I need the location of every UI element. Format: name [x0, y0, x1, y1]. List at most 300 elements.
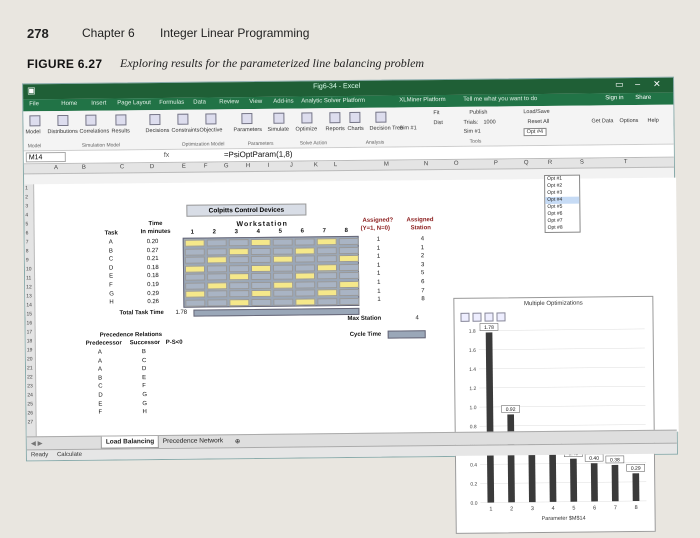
- assigned-flag: 1: [377, 271, 381, 278]
- bar: [570, 459, 577, 502]
- menu-home[interactable]: Home: [61, 100, 78, 108]
- workstation-number: 8: [344, 228, 348, 235]
- column-header[interactable]: B: [81, 164, 86, 171]
- ribbon-reset-all[interactable]: Reset All: [527, 118, 550, 126]
- assigned-station: 6: [421, 279, 425, 286]
- row-header[interactable]: 15: [26, 311, 33, 318]
- decision-cell[interactable]: [339, 238, 359, 245]
- optimize-icon[interactable]: [301, 112, 312, 123]
- decision-cell[interactable]: [185, 265, 205, 272]
- decision-cell[interactable]: [185, 248, 205, 255]
- assigned-subheader: (Y=1, N=0): [360, 225, 390, 232]
- row-header[interactable]: 6: [25, 230, 29, 237]
- group-model: Model: [27, 143, 42, 150]
- menu-file[interactable]: File: [29, 101, 39, 108]
- predecessor-cell: B: [98, 375, 103, 382]
- ribbon-optimize[interactable]: Optimize: [295, 126, 318, 133]
- dropdown-option[interactable]: Opt #7: [547, 217, 563, 224]
- menu-page-layout[interactable]: Page Layout: [117, 100, 151, 107]
- time-subheader: In minutes: [140, 228, 171, 236]
- decision-cell[interactable]: [273, 290, 293, 297]
- ribbon-reports[interactable]: Reports: [325, 126, 345, 133]
- gridline: [479, 367, 645, 369]
- row-header[interactable]: 22: [27, 374, 33, 381]
- successor-cell: G: [142, 392, 148, 399]
- row-header[interactable]: 27: [27, 419, 34, 426]
- assigned-station: 3: [420, 262, 425, 269]
- predecessor-cell: E: [98, 401, 103, 408]
- x-tick-label: 7: [613, 505, 617, 512]
- charts-icon[interactable]: [349, 112, 360, 123]
- menu-review[interactable]: Review: [219, 99, 239, 106]
- assigned-flag: 1: [377, 288, 381, 295]
- group-simulation-model: Simulation Model: [81, 142, 121, 149]
- row-header[interactable]: 23: [27, 383, 33, 390]
- predecessor-cell: F: [98, 409, 103, 416]
- decision-cell[interactable]: [251, 273, 271, 280]
- fx-icon[interactable]: [164, 152, 170, 159]
- task-time[interactable]: 0.18: [146, 264, 159, 271]
- workstation-number: 7: [322, 228, 326, 235]
- task-time[interactable]: 0.19: [147, 282, 159, 289]
- decision-cell[interactable]: [317, 247, 337, 254]
- assigned-station: 1: [420, 244, 425, 251]
- predecessor-cell: A: [97, 349, 102, 356]
- results-icon[interactable]: [115, 114, 126, 125]
- model-icon[interactable]: [29, 115, 40, 126]
- ribbon-parameters[interactable]: Parameters: [233, 126, 263, 134]
- row-header[interactable]: 12: [26, 284, 32, 291]
- row-header[interactable]: 24: [27, 392, 33, 399]
- x-tick-label: 8: [634, 505, 638, 512]
- group-solve-action: Solve Action: [299, 140, 328, 147]
- task-time[interactable]: 0.20: [146, 239, 159, 246]
- decision-cell[interactable]: [185, 274, 205, 281]
- ribbon-publish[interactable]: Publish: [469, 109, 488, 116]
- decision-cell[interactable]: [339, 246, 359, 253]
- data-label: 0.92: [505, 406, 516, 413]
- decision-cell[interactable]: [251, 247, 271, 254]
- ribbon-dist[interactable]: Dist: [433, 120, 443, 127]
- assigned-station: 8: [421, 296, 425, 303]
- decision-cell[interactable]: [229, 239, 249, 246]
- assigned-flag: 1: [376, 253, 381, 260]
- row-header[interactable]: 11: [26, 275, 32, 282]
- decision-cell[interactable]: [273, 273, 293, 280]
- ribbon-load-save[interactable]: Load/Save: [523, 108, 550, 116]
- x-tick-label: 3: [530, 506, 534, 513]
- time-header: Time: [148, 220, 163, 228]
- ribbon-options[interactable]: Options: [619, 117, 639, 125]
- figure-caption: Exploring results for the parameterized line balancing problem: [120, 56, 425, 70]
- assigned-flag: 1: [377, 279, 381, 286]
- status-calculate[interactable]: Calculate: [56, 451, 82, 459]
- column-header[interactable]: O: [453, 160, 459, 167]
- assigned-station: 4: [420, 236, 425, 243]
- station-time-row: [193, 308, 359, 317]
- decision-cell[interactable]: [339, 255, 359, 262]
- column-header[interactable]: R: [547, 159, 553, 166]
- row-header[interactable]: 4: [25, 212, 29, 219]
- chart-prev-icon[interactable]: [460, 313, 469, 322]
- decision-cell[interactable]: [251, 290, 271, 297]
- y-tick-label: 1.2: [469, 386, 477, 393]
- workstation-number: 2: [212, 229, 216, 236]
- row-header[interactable]: 20: [26, 356, 33, 363]
- ribbon-constraints[interactable]: Constraints: [171, 127, 200, 134]
- assigned-header: Assigned?: [362, 217, 394, 224]
- decision-cell[interactable]: [295, 281, 315, 288]
- name-box[interactable]: M14: [26, 152, 66, 162]
- menu-insert[interactable]: Insert: [91, 100, 107, 107]
- successor-cell: D: [142, 366, 147, 373]
- decision-cell[interactable]: [185, 299, 205, 306]
- task-id: D: [108, 265, 114, 272]
- chart-title: Multiple Optimizations: [524, 300, 583, 308]
- x-tick-label: 6: [593, 505, 597, 512]
- column-header[interactable]: N: [423, 161, 429, 168]
- tab-load-balancing[interactable]: Load Balancing: [101, 436, 160, 449]
- menu-data[interactable]: Data: [193, 99, 206, 106]
- successor-cell: C: [141, 357, 147, 364]
- decision-cell[interactable]: [295, 238, 315, 245]
- predecessor-header: Predecessor: [85, 340, 122, 347]
- row-header[interactable]: 26: [27, 410, 34, 417]
- restore-icon[interactable]: ▭: [615, 79, 624, 90]
- decision-cell[interactable]: [317, 255, 337, 262]
- bar: [486, 332, 494, 502]
- save-icon[interactable]: ▣: [27, 85, 36, 96]
- simulate-icon[interactable]: [273, 113, 284, 124]
- column-header[interactable]: P: [493, 160, 498, 167]
- column-header[interactable]: F: [203, 163, 208, 170]
- ribbon-sim-selector[interactable]: Sim #1: [399, 125, 417, 132]
- chart-next-icon[interactable]: [472, 313, 481, 322]
- decision-cell[interactable]: [273, 247, 293, 254]
- decision-cell[interactable]: [229, 299, 249, 306]
- ribbon-simulate[interactable]: Simulate: [267, 126, 289, 133]
- window-title: Fig6-34 - Excel: [313, 82, 361, 91]
- ribbon-sim-label[interactable]: Sim #1: [463, 128, 481, 135]
- task-time[interactable]: 0.26: [147, 299, 160, 306]
- y-tick-label: 1.6: [468, 347, 476, 354]
- decision-cell[interactable]: [229, 290, 249, 297]
- decision-cell[interactable]: [185, 282, 205, 289]
- opt-selector[interactable]: Opt #4: [524, 128, 547, 136]
- ribbon-trials-label: Trials:: [463, 119, 479, 126]
- add-sheet-icon[interactable]: ⊕: [234, 438, 241, 446]
- task-id: H: [109, 299, 114, 306]
- fx-label: fx: [163, 151, 170, 159]
- gridline: [480, 482, 646, 484]
- ribbon-objective[interactable]: Objective: [199, 127, 223, 134]
- task-time[interactable]: 0.29: [147, 290, 159, 297]
- row-header[interactable]: 13: [26, 293, 32, 300]
- row-header[interactable]: 2: [25, 194, 29, 201]
- dropdown-option[interactable]: Opt #3: [547, 189, 563, 196]
- ribbon-trials-value[interactable]: 1000: [483, 119, 496, 126]
- x-axis-label: Parameter $M$14: [541, 515, 586, 523]
- ribbon-model[interactable]: Model: [25, 129, 41, 136]
- group-tools: Tools: [469, 138, 482, 145]
- decision-cell[interactable]: [317, 289, 337, 296]
- y-tick-label: 0.4: [470, 462, 478, 469]
- decision-cell[interactable]: [339, 263, 359, 270]
- decision-cell[interactable]: [251, 264, 271, 271]
- ribbon-results[interactable]: Results: [111, 128, 130, 135]
- tab-nav-icon[interactable]: ◀ ▶: [30, 440, 43, 448]
- workstation-number: 6: [300, 228, 304, 235]
- menu-analytic-solver[interactable]: Analytic Solver Platform: [301, 97, 365, 105]
- predecessor-cell: D: [98, 392, 103, 399]
- decision-cell[interactable]: [229, 265, 249, 272]
- predecessor-cell: A: [98, 366, 103, 373]
- decision-cell[interactable]: [317, 264, 337, 271]
- constraints-icon[interactable]: [177, 114, 188, 125]
- ribbon-distributions[interactable]: Distributions: [47, 128, 78, 136]
- decision-cell[interactable]: [273, 298, 293, 305]
- assigned-station: 2: [420, 253, 425, 260]
- group-parameters: Parameters: [247, 140, 274, 148]
- decision-cell[interactable]: [251, 256, 271, 263]
- decision-cell[interactable]: [295, 255, 315, 262]
- bar: [612, 465, 619, 501]
- gridline: [480, 501, 646, 503]
- row-header[interactable]: 7: [25, 239, 29, 246]
- decision-cell[interactable]: [207, 273, 227, 280]
- decision-cell[interactable]: [339, 280, 359, 287]
- x-tick-label: 5: [572, 505, 576, 512]
- decision-cell[interactable]: [273, 281, 293, 288]
- decision-cell[interactable]: [251, 298, 271, 305]
- column-header[interactable]: G: [223, 163, 229, 170]
- column-header[interactable]: E: [181, 163, 186, 170]
- column-header[interactable]: K: [313, 162, 318, 169]
- successor-header: Successor: [129, 339, 161, 347]
- column-header[interactable]: D: [149, 164, 155, 171]
- workstation-number: 5: [278, 228, 282, 235]
- column-header[interactable]: I: [267, 162, 270, 169]
- ribbon-help[interactable]: Help: [647, 117, 659, 124]
- workstation-label: Workstation: [236, 220, 288, 229]
- ribbon-correlations[interactable]: Correlations: [79, 128, 110, 135]
- column-header[interactable]: J: [289, 162, 293, 169]
- cycle-time-cell[interactable]: [388, 330, 426, 338]
- task-id: F: [109, 282, 113, 289]
- dropdown-option[interactable]: Opt #6: [547, 210, 563, 217]
- gridline: [479, 348, 645, 350]
- menu-formulas[interactable]: Formulas: [159, 99, 185, 106]
- workstation-number: 4: [256, 228, 260, 235]
- sheet-title[interactable]: Colpitts Control Devices: [186, 203, 306, 216]
- share-button[interactable]: Share: [635, 94, 652, 102]
- opt-dropdown-list[interactable]: [544, 175, 581, 233]
- row-header[interactable]: 21: [26, 365, 33, 372]
- row-header[interactable]: 3: [25, 203, 29, 210]
- y-tick-label: 0.0: [470, 500, 478, 507]
- decision-cell[interactable]: [207, 256, 227, 263]
- decision-cell[interactable]: [317, 298, 337, 305]
- decision-cell[interactable]: [317, 238, 337, 245]
- data-label: 0.40: [589, 455, 600, 462]
- chart-settings-icon[interactable]: [496, 312, 505, 321]
- decision-cell[interactable]: [339, 297, 359, 304]
- task-id: E: [109, 273, 114, 280]
- decision-cell[interactable]: [185, 291, 205, 298]
- assigned-station-subheader: Station: [410, 225, 431, 232]
- minimize-icon[interactable]: –: [635, 78, 641, 90]
- row-header[interactable]: 17: [26, 329, 33, 336]
- successor-cell: G: [142, 400, 148, 407]
- decision-cell[interactable]: [339, 272, 359, 279]
- y-tick-label: 0.8: [469, 424, 477, 431]
- chart-plot: [455, 321, 655, 533]
- decision-tree-icon[interactable]: [375, 112, 386, 123]
- ribbon-get-data[interactable]: Get Data: [591, 118, 614, 125]
- ribbon-fit[interactable]: Fit: [433, 110, 440, 117]
- column-header[interactable]: S: [579, 159, 584, 166]
- excel-window: [22, 77, 678, 523]
- close-icon[interactable]: ✕: [653, 78, 661, 89]
- decision-cell[interactable]: [207, 239, 227, 246]
- row-header[interactable]: 5: [25, 221, 29, 228]
- optimization-chart[interactable]: [453, 296, 655, 534]
- task-id: A: [108, 239, 113, 246]
- dropdown-option[interactable]: Opt #4: [545, 197, 579, 204]
- column-header[interactable]: M: [383, 161, 389, 168]
- gridline: [479, 329, 645, 331]
- workstation-number: 3: [234, 229, 238, 236]
- dropdown-option[interactable]: Opt #2: [547, 182, 563, 189]
- decision-cell[interactable]: [295, 247, 315, 254]
- decision-cell[interactable]: [251, 239, 271, 246]
- workstation-number: 1: [190, 229, 194, 236]
- reports-icon[interactable]: [329, 112, 340, 123]
- decision-cell[interactable]: [295, 289, 315, 296]
- decision-cell[interactable]: [295, 264, 315, 271]
- decision-cell[interactable]: [273, 264, 293, 271]
- row-header[interactable]: 16: [26, 320, 33, 327]
- row-header[interactable]: 14: [26, 302, 32, 309]
- bar: [507, 414, 515, 502]
- tab-precedence-network[interactable]: Precedence Network: [162, 437, 224, 445]
- status-ready: Ready: [30, 452, 49, 459]
- decision-cell[interactable]: [229, 282, 249, 289]
- row-header[interactable]: 1: [25, 185, 28, 192]
- decision-cell[interactable]: [185, 257, 205, 264]
- decision-cell[interactable]: [317, 272, 337, 279]
- ribbon: [23, 105, 673, 152]
- parameters-icon[interactable]: [241, 113, 252, 124]
- decision-cell[interactable]: [273, 239, 293, 246]
- decision-cell[interactable]: [295, 298, 315, 305]
- total-task-time-value: 1.78: [175, 309, 188, 316]
- decisions-icon[interactable]: [149, 114, 160, 125]
- task-id: B: [108, 248, 113, 255]
- chapter-title: Integer Linear Programming: [160, 26, 310, 40]
- menu-xlminer[interactable]: XLMiner Platform: [399, 96, 446, 104]
- assigned-station-header: Assigned: [406, 217, 434, 224]
- assigned-flag: 1: [376, 245, 381, 252]
- column-header[interactable]: A: [53, 165, 58, 172]
- row-header[interactable]: 18: [26, 338, 33, 345]
- ribbon-charts[interactable]: Charts: [347, 125, 364, 133]
- signin-link[interactable]: Sign in: [605, 95, 624, 102]
- decision-cell[interactable]: [229, 256, 249, 263]
- distributions-icon[interactable]: [57, 115, 68, 126]
- row-header[interactable]: 9: [25, 257, 29, 264]
- decision-cell[interactable]: [207, 265, 227, 272]
- predecessor-cell: A: [97, 358, 102, 365]
- task-id: G: [109, 291, 114, 298]
- decision-cell[interactable]: [229, 273, 249, 280]
- row-header[interactable]: 10: [25, 266, 32, 273]
- task-time[interactable]: 0.18: [147, 273, 159, 280]
- row-header[interactable]: 25: [27, 401, 33, 408]
- predecessor-cell: C: [98, 383, 103, 391]
- column-header[interactable]: T: [623, 159, 628, 166]
- gridline: [479, 386, 645, 388]
- objective-icon[interactable]: [205, 113, 216, 124]
- dropdown-option[interactable]: Opt #5: [547, 203, 563, 210]
- row-header[interactable]: 19: [26, 347, 33, 354]
- decision-cell[interactable]: [339, 289, 359, 296]
- decision-cell[interactable]: [207, 282, 227, 289]
- row-header[interactable]: 8: [25, 248, 29, 255]
- column-header[interactable]: C: [119, 164, 125, 171]
- ribbon-decision-tree[interactable]: Decision Tree: [369, 125, 404, 132]
- bar: [632, 473, 639, 501]
- menu-add-ins[interactable]: Add-ins: [273, 98, 294, 105]
- formula-input[interactable]: =PsiOptParam(1,8): [223, 149, 293, 160]
- decision-cell[interactable]: [273, 256, 293, 263]
- y-tick-label: 0.2: [470, 481, 478, 488]
- correlations-icon[interactable]: [85, 115, 96, 126]
- x-tick-label: 1: [489, 506, 493, 513]
- assigned-flag: 1: [376, 262, 381, 269]
- total-task-time-label: Total Task Time: [119, 309, 164, 317]
- row-headers: [24, 184, 37, 438]
- column-header[interactable]: Q: [523, 160, 529, 167]
- task-time[interactable]: 0.27: [146, 247, 159, 254]
- column-header[interactable]: L: [333, 162, 338, 169]
- chart-refresh-icon[interactable]: [484, 313, 493, 322]
- column-header[interactable]: H: [245, 163, 251, 170]
- successor-cell: H: [142, 409, 147, 416]
- decision-cell[interactable]: [207, 290, 227, 297]
- menu-view[interactable]: View: [249, 98, 263, 106]
- dropdown-option[interactable]: Opt #8: [547, 224, 563, 231]
- chapter-label: Chapter 6: [82, 26, 135, 40]
- decision-cell[interactable]: [207, 248, 227, 255]
- dropdown-option[interactable]: Opt #1: [547, 175, 563, 182]
- ribbon-decisions[interactable]: Decisions: [145, 127, 170, 135]
- task-time[interactable]: 0.21: [146, 256, 159, 263]
- decision-cell[interactable]: [295, 272, 315, 279]
- decision-cell[interactable]: [207, 299, 227, 306]
- decision-cell[interactable]: [229, 248, 249, 255]
- decision-cell[interactable]: [185, 240, 205, 247]
- decision-cell[interactable]: [317, 281, 337, 288]
- successor-cell: B: [141, 349, 146, 356]
- group-analysis: Analysis: [365, 139, 385, 146]
- figure-label: FIGURE 6.27: [27, 57, 103, 71]
- y-tick-label: 1.8: [468, 328, 476, 335]
- x-tick-label: 2: [510, 506, 514, 513]
- menu-tell-me[interactable]: Tell me what you want to do: [463, 96, 538, 103]
- max-station-value: 4: [415, 315, 419, 322]
- decision-cell[interactable]: [251, 281, 271, 288]
